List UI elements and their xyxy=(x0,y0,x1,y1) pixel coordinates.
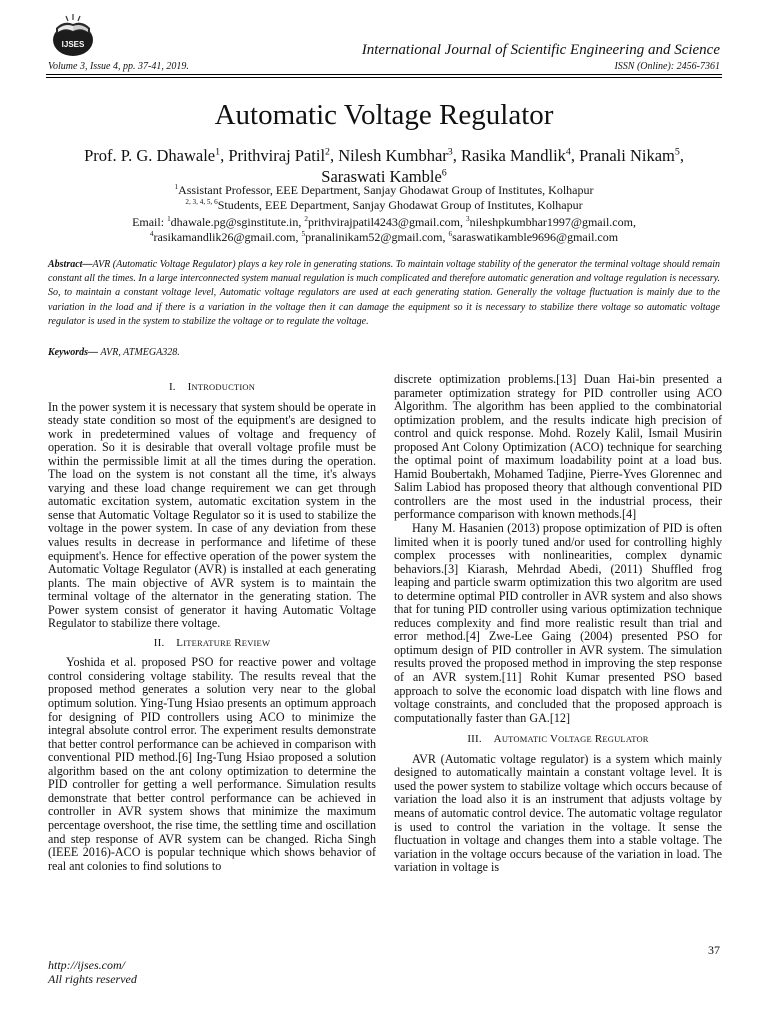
right-column xyxy=(394,373,722,875)
footer-url[interactable]: http://ijses.com/ xyxy=(48,958,125,972)
paragraph: In the power system it is necessary that system should be operate in steady state condition so most of the equipment's are designed to work in predetermined values of voltage and frequency of operation. So it is desirable that overall voltage profile must be within the permissible limit at all the times during the operation. The load on the system is not constant all the time, it's always varying and these load change requirement we can get through automatic excitation system, automatic excitation system in the sense that Automatic Voltage Regulator so it is used to stabilize the voltage in the power system. In case of any deviation from these values results in decrease in performance and lifetime of these equipment's. Hence for effective operation of the power system the Automatic Voltage Regulator (AVR) is installed at each generating plants. The main objective of AVR system is to maintain the terminal voltage of the alternator in the generating station. The Power system consist of generator it having Automatic Voltage Regulator to stabilize there voltage. xyxy=(48,399,376,631)
author: Prof. P. G. Dhawale xyxy=(84,146,216,165)
book-logo-icon xyxy=(46,10,100,60)
section-heading-literature-review: II. LITERATURE REVIEW xyxy=(153,636,271,649)
author-list: Prof. P. G. Dhawale$^1$, Prithviraj Patil$^2$, Nilesh Kumbhar$^3$, Rasika Mandlik$^4$, Pranali Nikam$^5$, Saraswati Kamble$^6$ xyxy=(84,146,684,186)
paragraph: discrete optimization problems.[13] Duan Hai-bin presented a parameter optimization strategy for PID controller using ACO Algorithm. The algorithm has been applied to the combinatorial optimization problem, and the results indicate high precision of control and quick response. Mohd. Rozely Kalil, Ismail Musirin proposed Ant Colony Optimization (ACO) technique for searching the optimal point of maximum loadability point at a load bus. Hamid Boubertakh, Mohamed Tadjine, Pierre-Yves Glorennec and Salim Labiod has proposed theory that although conventional PID controllers are the most used in the industrial process, their performance comparison with known methods.[4] xyxy=(394,372,722,522)
svg-text:IJSES: IJSES xyxy=(61,40,85,49)
author: Saraswati Kamble xyxy=(321,167,442,186)
footer-rights: All rights reserved xyxy=(48,972,137,986)
author: Nilesh Kumbhar xyxy=(338,146,448,165)
paragraph: Yoshida et al. proposed PSO for reactive power and voltage control considering voltage stability. The results reveal that the proposed method generates a solution very near to the global optimum solution. Ying-Tung Hsiao presents an optimum approach for designing of PID controllers using ACO to minimize the integral absolute control error. The experiment results demonstrate that better control performance can be achieved in comparison with conventional PID method.[6] Ing-Tung Hsiao proposed a solution algorithm based on the ant colony optimization to determine the PID controller for getting a well performance. Simulation results demonstrate that better control performance can be achieved in controller in AVR system shows that minimize the maximum percentage overshoot, the rise time, the settling time and oscillation and step response of AVR system can be changed. Richa Singh (IEEE 2016)-ACO is popular technique which shows behavior of real ant colonies to find solutions to xyxy=(48,655,376,873)
author: Pranali Nikam xyxy=(579,146,675,165)
paper-title: Automatic Voltage Regulator xyxy=(214,99,554,131)
author: Rasika Mandlik xyxy=(460,146,566,165)
keywords xyxy=(48,347,180,358)
paragraph: Hany M. Hasanien (2013) propose optimization of PID is often limited when it is poorly tuned and/or used for controlling highly complex processes with nonlinearities, complex dynamic behaviors.[3] Kiarash, Mehrdad Abedi, (2011) Shuffled frog leaping and particle swarm optimization this two algoritm are used to determine optimal PID controller in AVR system and also shows that for tuning PID controller using various optimization technique reduces complexity and find more realistic result than trial and error method.[4] Zwe-Lee Gaing (2004) presented PSO for optimum design of PID controller in AVR system. The simulation results proved the proposed method in improving the step response of an AVR system.[11] Rohit Kumar presented PSO based approach to solve the economic load dispatch with line flows and voltage constraints, and concluded that the proposed approach is computationally faster than GA.[12] xyxy=(394,521,722,725)
email-link[interactable]: saraswatikamble9696@gmail.com xyxy=(452,230,619,244)
affiliation: $^1$Assistant Professor, EEE Department, Sanjay Ghodawat Group of Institutes, Kolhapur xyxy=(174,183,594,197)
section-heading-avr: III. AUTOMATIC VOLTAGE REGULATOR xyxy=(467,733,649,746)
section-heading-introduction: I. INTRODUCTION xyxy=(168,381,256,393)
abstract-label: Abstract— xyxy=(48,259,93,270)
email-link[interactable]: dhawale.pg@sginstitute.in, xyxy=(170,215,305,229)
header-rule xyxy=(46,74,722,75)
journal-name: International Journal of Scientific Engineering and Science xyxy=(361,42,720,58)
abstract-text: AVR (Automatic Voltage Regulator) plays a key role in generating stations. To maintain voltage stability of the generator the terminal voltage should remain constant all the times. In a large interconnected system manual regulation is much complicated and therefore automatic generation and voltage regulation is necessary. So, to maintain a constant voltage level, Automatic voltage regulators are used at each generating station. Generally the voltage fluctuation is mainly due to the variation in the load and if there is a variation in the voltage then it can damage the equipment so it is necessary to stabilize there voltage so automatic voltage regulator is used in the system to stabilize the voltage or to regulate the voltage. xyxy=(48,259,720,327)
author: Prithviraj Patil xyxy=(228,146,326,165)
volume-info: Volume 3, Issue 4, pp. 37-41, 2019. xyxy=(48,61,189,72)
email-line: $^4$rasikamandlik26@gmail.com, $^5$pranalinikam52@gmail.com, $^6$saraswatikamble9696@gmail.com xyxy=(149,230,619,244)
keywords-label: Keywords— xyxy=(48,347,101,358)
email-link[interactable]: rasikamandlik26@gmail.com, xyxy=(153,230,302,244)
footer xyxy=(48,958,137,986)
journal-logo xyxy=(46,10,100,60)
issn-info: ISSN (Online): 2456-7361 xyxy=(614,61,720,72)
affiliation: $^{2, 3, 4, 5, 6}$Students, EEE Department, Sanjay Ghodawat Group of Institutes, Kolhapur xyxy=(185,198,583,212)
email-link[interactable]: prithvirajpatil4243@gmail.com, xyxy=(307,215,466,229)
email-line: Email: $^1$dhawale.pg@sginstitute.in, $^2$prithvirajpatil4243@gmail.com, $^3$nileshpkumbhar1997@gmail.com, xyxy=(132,215,636,229)
page-number: 37 xyxy=(708,943,720,957)
email-link[interactable]: pranalinikam52@gmail.com, xyxy=(305,230,449,244)
abstract xyxy=(48,258,720,329)
header-rule-double xyxy=(46,77,722,78)
email-link[interactable]: nileshpkumbhar1997@gmail.com, xyxy=(469,215,636,229)
left-column xyxy=(48,375,376,873)
paragraph: AVR (Automatic voltage regulator) is a system which mainly designed to automatically maintain a constant voltage level. It is used the power system to stabilize voltage which occurs because of variation the load also it is an instrument that adjusts voltage by means of automatic control device. The automatic voltage regulator is used to control the variation in the voltage. It sense the fluctuation in voltage and changes them into a stable voltage. The variation in the voltage occurs because of the variation in load. The variation in voltage is xyxy=(394,751,722,875)
keywords-text: AVR, ATMEGA328. xyxy=(100,347,180,358)
